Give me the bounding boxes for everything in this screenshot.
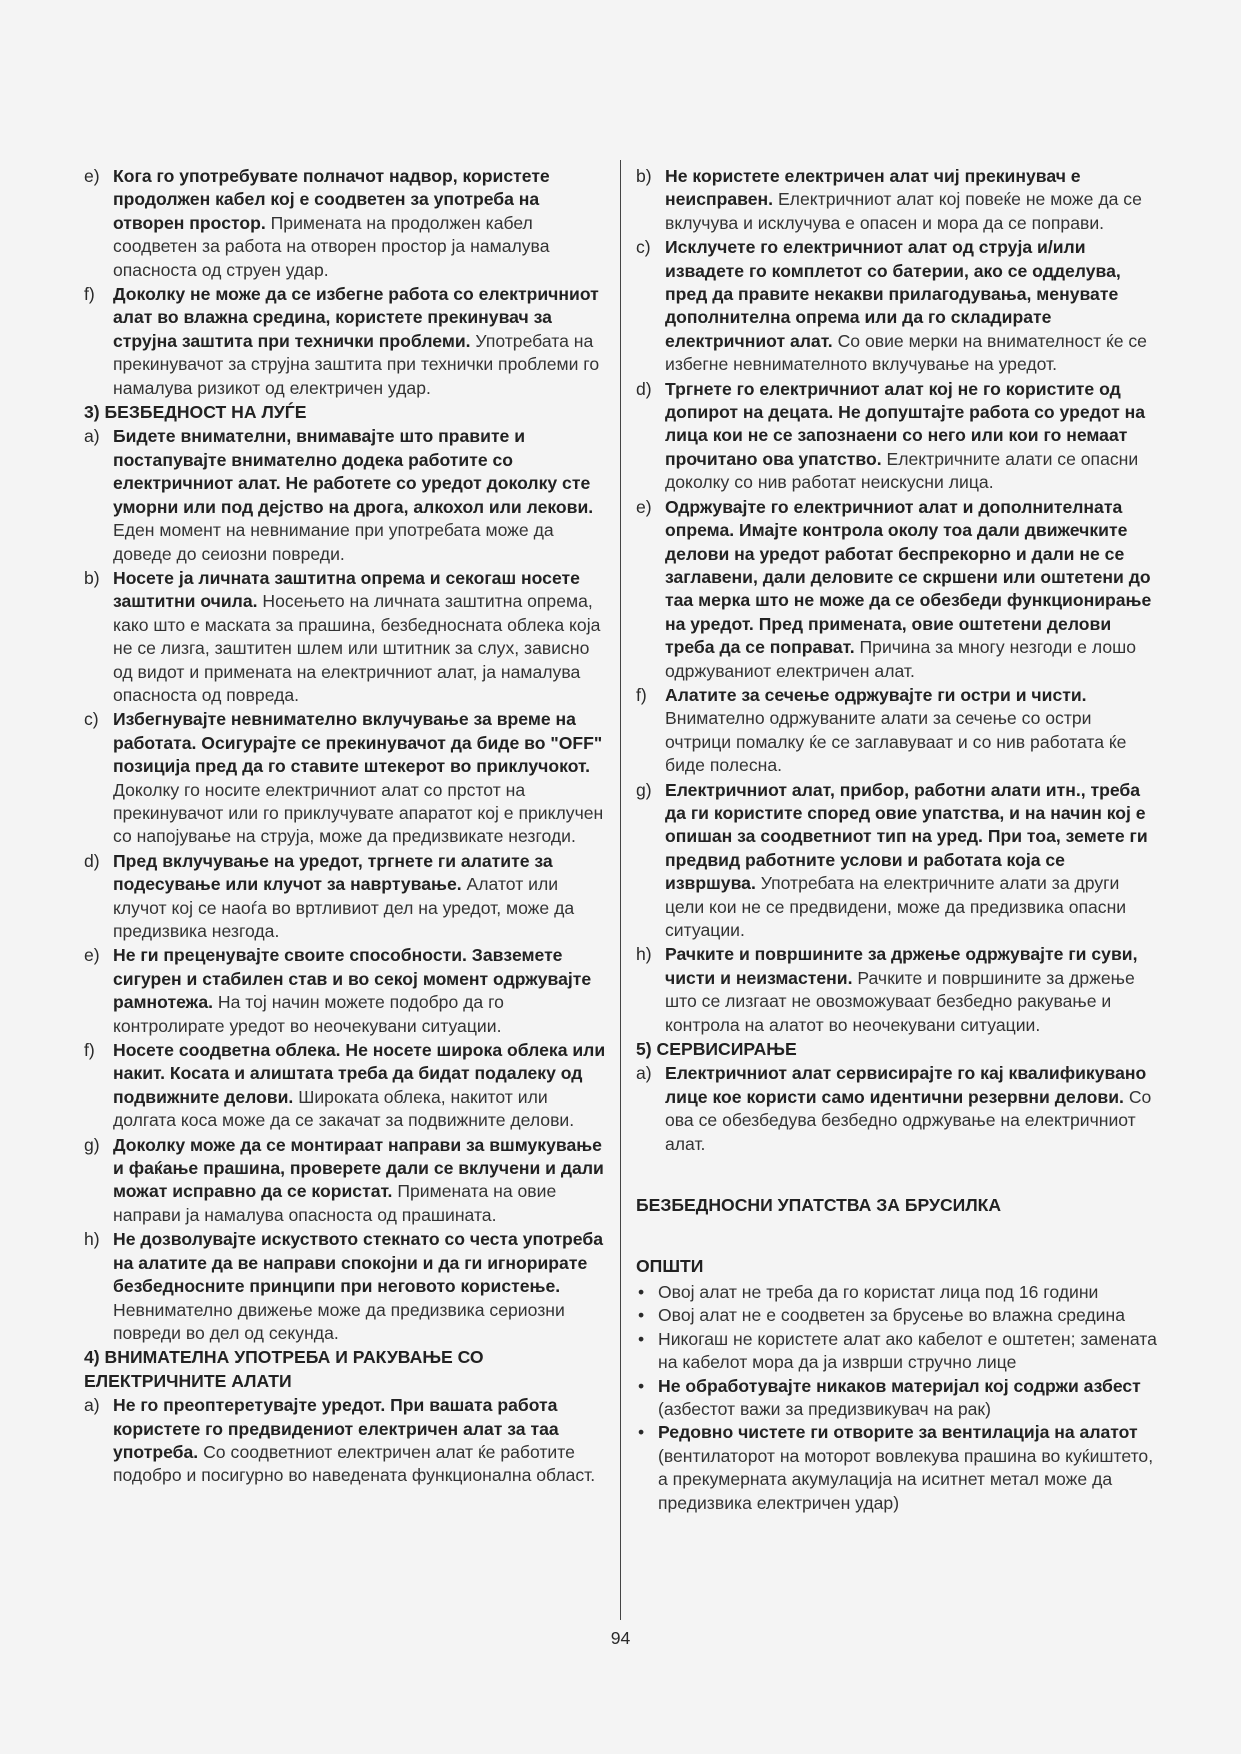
right-item-b xyxy=(636,165,1158,235)
bullet-bold-text: Не обработувајте никаков материјал кој содржи азбест xyxy=(658,1375,1141,1396)
item-bold-text: Не користете електричен алат чиј прекинувач е неисправен. xyxy=(665,166,1081,210)
page-number: 94 xyxy=(610,1628,631,1648)
bullet-text: Овој алат не е соодветен за брусење во влажна средина xyxy=(658,1305,1126,1326)
item-bold-text: Не ги преценувајте своите способности. Завземете сигурен и стабилен став и во секој момент одржувајте рамнотежа. xyxy=(113,945,592,1013)
bullet-list xyxy=(636,1281,1158,1515)
left-item-d xyxy=(84,850,608,944)
item-text: На тој начин можете подобро да го контролирате уредот во неочекувани ситуации. xyxy=(113,992,504,1036)
item-bold-text: Рачките и површините за држење одржувајте ги суви, чисти и неизмастени. xyxy=(665,944,1138,988)
right-column xyxy=(636,165,1158,1515)
right-item-c xyxy=(636,236,1158,376)
item-label: d) xyxy=(84,850,100,871)
bullet-icon: • xyxy=(638,1281,645,1302)
item-text: Еден момент на невнимание при употребата може да доведе до сеиозни повреди. xyxy=(113,520,554,564)
item-label: d) xyxy=(636,378,652,399)
item-label: e) xyxy=(84,945,100,966)
list-item xyxy=(636,1304,1158,1327)
left-item-c xyxy=(84,708,608,848)
item-bold-text: Тргнете го електричниот алат кој не го користите од допирот на децата. Не допуштајте работа со уредот на лица кои не се запознаени со него или кои го немаат прочитано ова упатство. xyxy=(665,378,1146,469)
item-text: Употребата на прекинувачот за струјна заштита при технички проблеми го намалува ризикот од електричен удар. xyxy=(113,330,600,398)
item-bold-text: Одржувајте го електричниот алат и дополнителната опрема. Имајте контрола околу тоа дали движечките делови на уредот работат беспрекорно и дали не се заглавени, дали деловите се скршени или оштетени до таа мерка што не може да се обезбеди функционирање на уредот. Пред примената, овие оштетени делови треба да се поправат. xyxy=(665,496,1152,658)
left-item-g xyxy=(84,1134,608,1228)
item-text: Носењето на личната заштитна опрема, како што е маската за прашина, безбедносната облека која не се лизга, заштитен шлем или штитник за слух, зависно од видот и примената на електричниот алат, ја намалува опасноста од повреда. xyxy=(113,591,601,705)
item-label: c) xyxy=(84,709,99,730)
list-item xyxy=(636,1328,1158,1375)
item-text: Причина за многу незгоди е лошо одржуваниот електричен алат. xyxy=(665,637,1137,681)
item-bold-text: Носете соодветна облека. Не носете широка облека или накит. Косата и алиштата треба да бидат подалеку од подвижните делови. xyxy=(113,1040,606,1107)
item-text: Доколку го носите електричниот алат со прстот на прекинувачот или го приклучувате апаратот кој е приклучен со напојување на струја, може да предизвикате незгоди. xyxy=(113,779,604,847)
item-label: b) xyxy=(84,567,100,588)
item-bold-text: Бидете внимателни, внимавајте што правите и постапувајте внимателно додека работите со електричниот алат. Не работете со уредот доколку сте уморни или под дејство на дрога, алкохол или лекови. xyxy=(113,426,594,517)
item-bold-text: Не дозволувајте искуството стекнато со честа употреба на алатите да ве направи спокојни и да ги игнорирате безбедносните принципи при неговото користење. xyxy=(113,1229,604,1297)
left-item-b xyxy=(84,567,608,707)
bullet-icon: • xyxy=(638,1328,645,1349)
item-label: h) xyxy=(636,944,652,965)
item-bold-text: Алатите за сечење одржувајте ги остри и чисти. xyxy=(665,684,1087,705)
item-label: a) xyxy=(636,1063,652,1084)
item-text: Рачките и површините за држење што се лизгаат не овозможуваат безбедно ракување и контрола на алатот во неочекувани ситуации. xyxy=(665,967,1135,1035)
item-bold-text: Не го преоптеретувајте уредот. При вашата работа користете го предвидениот електричен алат за таа употреба. xyxy=(113,1395,559,1462)
bullet-text: (вентилаторот на моторот вовлекува прашина во куќиштето, а прекумерната акумулација на иситнет метал може да предизвика електричен удар) xyxy=(658,1445,1154,1513)
item-label: f) xyxy=(84,1040,95,1061)
right-item-a xyxy=(636,1062,1158,1156)
item-label: f) xyxy=(84,284,95,305)
left-item-f2 xyxy=(84,1039,608,1133)
item-bold-text: Носете ја личната заштитна опрема и секогаш носете заштитни очила. xyxy=(113,567,580,612)
list-item xyxy=(636,1421,1158,1515)
item-label: a) xyxy=(84,1395,100,1416)
subsection-title: ОПШТИ xyxy=(636,1256,704,1277)
bullet-icon: • xyxy=(638,1305,645,1326)
section-title: БЕЗБЕДНОСНИ УПАТСТВА ЗА БРУСИЛКА xyxy=(636,1195,1002,1216)
item-text: Широката облека, накитот или долгата коса може да се закачат за подвижните делови. xyxy=(113,1086,575,1131)
bullet-icon: • xyxy=(638,1422,645,1443)
bullet-icon: • xyxy=(638,1375,645,1396)
right-item-f xyxy=(636,684,1158,778)
item-text: Електричните алати се опасни доколку со нив работат неискусни лица. xyxy=(665,448,1139,493)
item-text: Електричниот алат кој повеќе не може да се вклучува и исклучува е опасен и мора да се поправи. xyxy=(665,189,1142,233)
item-bold-text: Доколку не може да се избегне работа со електричниот алат во влажна средина, користете прекинувач за струјна заштита при технички проблеми. xyxy=(113,284,599,351)
item-label: e) xyxy=(84,166,100,186)
heading-tool-use: 4) ВНИМАТЕЛНА УПОТРЕБА И РАКУВАЊЕ СО ЕЛЕКТРИЧНИТЕ АЛАТИ xyxy=(84,1347,484,1391)
right-item-e xyxy=(636,496,1158,683)
item-label: b) xyxy=(636,166,652,186)
right-item-h xyxy=(636,943,1158,1037)
item-text: Примената на овие направи ја намалува опасноста од прашината. xyxy=(113,1181,557,1225)
bullet-bold-text: Редовно чистете ги отворите за вентилација на алатот xyxy=(658,1422,1138,1443)
left-item-f xyxy=(84,283,608,400)
item-label: e) xyxy=(636,496,652,517)
item-label: g) xyxy=(84,1134,100,1155)
item-label: h) xyxy=(84,1229,100,1250)
left-item-a xyxy=(84,425,608,565)
item-bold-text: Пред вклучување на уредот, тргнете ги алатите за подесување или клучот за навртување. xyxy=(113,850,553,895)
item-text: Со овие мерки на внимателност ќе се избегне невнимателното вклучување на уредот. xyxy=(665,330,1147,375)
left-item-a2 xyxy=(84,1394,608,1488)
item-bold-text: Избегнувајте невнимателно вклучување за време на работата. Осигурајте се прекинувачот да биде во "OFF" позиција пред да го ставите штекерот во приклучокот. xyxy=(113,709,603,777)
heading-personal-safety: 3) БЕЗБЕДНОСТ НА ЛУЃЕ xyxy=(84,402,307,423)
item-bold-text: Кога го употребувате полначот надвор, користете продолжен кабел кој е соодветен за употреба на отворен простор. xyxy=(113,166,550,233)
item-text: Примената на продолжен кабел соодветен за работа на отворен простор ја намалува опасноста од струен удар. xyxy=(113,212,550,280)
item-text: Со ова се обезбедува безбедно одржување на електричниот алат. xyxy=(665,1086,1152,1154)
list-item xyxy=(636,1375,1158,1422)
item-label: g) xyxy=(636,779,652,800)
item-bold-text: Исклучете го електричниот алат од струја и/или извадете го комплетот со батерии, ако се одделува, пред да правите некакви прилагодувања, менувате дополнителна опрема или да го складирате електричниот алат. xyxy=(665,237,1121,351)
left-column xyxy=(84,165,608,1489)
left-item-e2 xyxy=(84,944,608,1038)
item-label: f) xyxy=(636,684,647,705)
bullet-text: Овој алат не треба да го користат лица под 16 години xyxy=(658,1281,1099,1302)
left-item-e xyxy=(84,165,608,282)
item-bold-text: Електричниот алат сервисирајте го кај квалификувано лице кое користи само идентични резервни делови. xyxy=(665,1063,1147,1107)
item-label: a) xyxy=(84,426,100,447)
item-bold-text: Електричниот алат, прибор, работни алати итн., треба да ги користите според овие упатства, и на начин кој е опишан за соодветниот тип на уред. При тоа, земете ги предвид работните услови и работата која се извршува. xyxy=(665,779,1148,894)
right-item-g xyxy=(636,779,1158,943)
bullet-text: Никогаш не користете алат ако кабелот е оштетен; замената на кабелот мора да ја изврши стручно лице xyxy=(658,1328,1157,1373)
item-text: Внимателно одржуваните алати за сечење со остри очтрици помалку ќе се заглавуваат и со нив работата ќе биде полесна. xyxy=(665,708,1127,776)
heading-servicing: 5) СЕРВИСИРАЊЕ xyxy=(636,1039,797,1060)
bullet-text: (азбестот важи за предизвикувач на рак) xyxy=(658,1398,991,1419)
list-item xyxy=(636,1281,1158,1304)
item-text: Употребата на електричните алати за други цели кои не се предвидени, може да предизвика опасни ситуации. xyxy=(665,873,1127,940)
item-text: Невнимателно движење може да предизвика сериозни повреди во дел од секунда. xyxy=(113,1299,565,1343)
column-divider xyxy=(620,160,621,1620)
right-item-d xyxy=(636,378,1158,495)
item-label: c) xyxy=(636,237,651,258)
left-item-h xyxy=(84,1228,608,1345)
item-text: Со соодветниот електричен алат ќе работите подобро и посигурно во наведената функционална област. xyxy=(113,1441,596,1486)
item-text: Алатот или клучот кој се наоѓа во вртливиот дел на уредот, може да предизвика незгода. xyxy=(113,874,575,941)
item-bold-text: Доколку може да се монтираат направи за вшмукување и фаќање прашина, проверете дали се вклучени и дали можат исправно да се користат. xyxy=(113,1134,604,1202)
